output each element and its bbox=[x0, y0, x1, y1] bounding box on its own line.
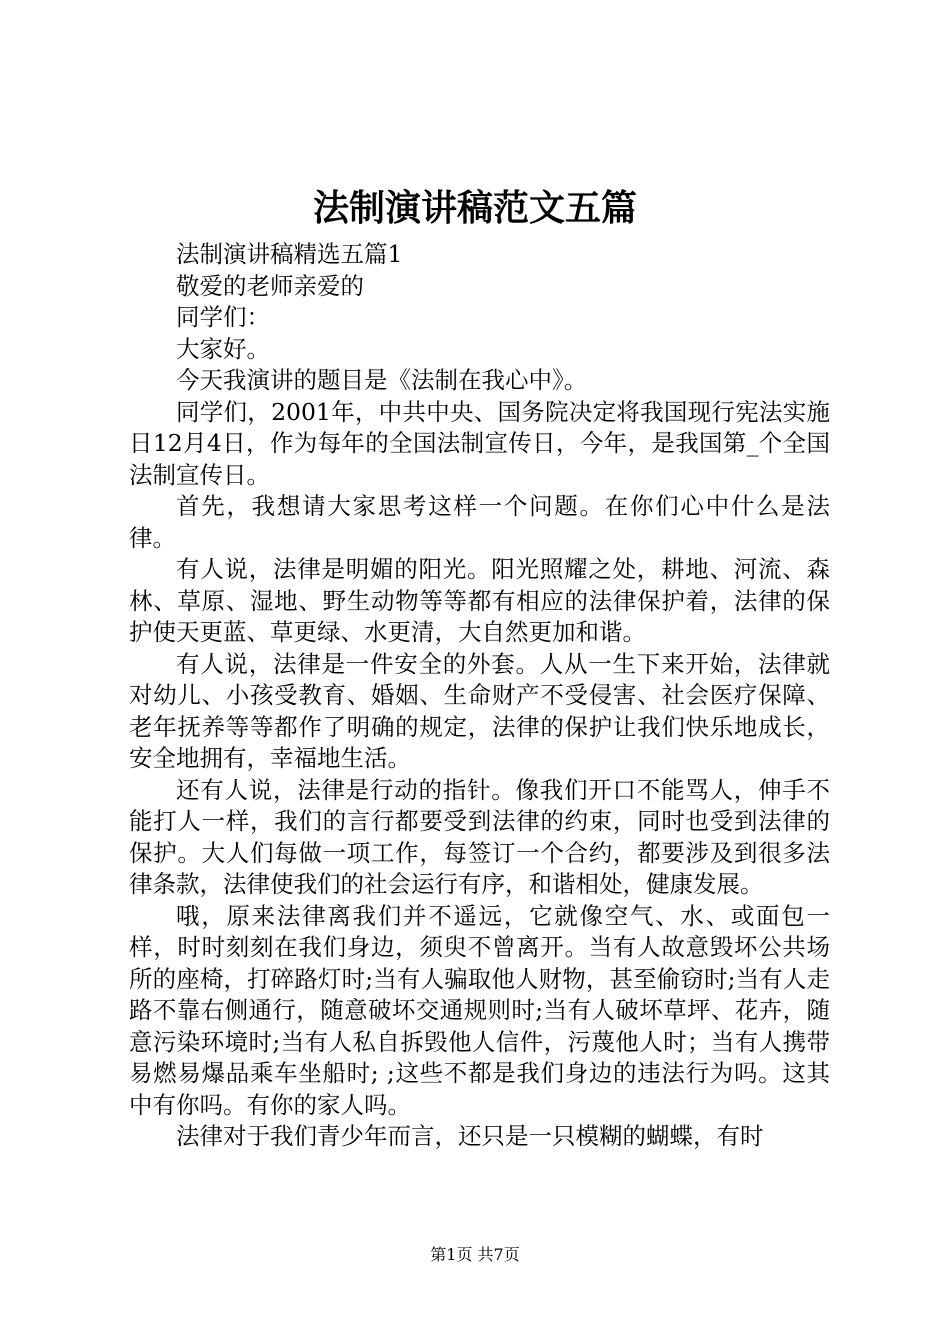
paragraph: 还有人说，法律是行动的指针。像我们开口不能骂人，伸手不能打人一样，我们的言行都要受到法律的约束，同时也受到法律的保护。大人们每做一项工作，每签订一个合约，都要涉及到很多法律条款，法律使我们的社会运行有序，和谐相处，健康发展。 bbox=[129, 775, 830, 898]
paragraph: 今天我演讲的题目是《法制在我心中》。 bbox=[176, 366, 588, 394]
document-body bbox=[129, 239, 830, 1153]
paragraph: 法制演讲稿精选五篇1 bbox=[176, 240, 403, 268]
page-footer: 第1页 共7页 bbox=[430, 1245, 520, 1264]
paragraph: 哦，原来法律离我们并不遥远，它就像空气、水、或面包一样，时时刻刻在我们身边，须臾不曾离开。当有人故意毁坏公共场所的座椅，打碎路灯时;当有人骗取他人财物，甚至偷窃时;当有人走路不靠右侧通行，随意破坏交通规则时;当有人破坏草坪、花卉，随意污染环境时;当有人私自拆毁他人信件，污蔑他人时；当有人携带易燃易爆品乘车坐船时; ;这些不都是我们身边的违法行为吗。这其中有你吗。有你的家人吗。 bbox=[129, 901, 830, 1119]
paragraph: 法律对于我们青少年而言，还只是一只模糊的蝴蝶，有时 bbox=[176, 1122, 764, 1150]
document-title: 法制演讲稿范文五篇 bbox=[312, 187, 637, 229]
paragraph: 同学们，2001年，中共中央、国务院决定将我国现行宪法实施日12月4日，作为每年的全国法制宣传日，今年，是我国第_个全国法制宣传日。 bbox=[129, 397, 830, 489]
paragraph: 敬爱的老师亲爱的 bbox=[176, 271, 364, 300]
paragraph: 首先，我想请大家思考这样一个问题。在你们心中什么是法律。 bbox=[129, 492, 830, 552]
paragraph: 有人说，法律是一件安全的外套。人从一生下来开始，法律就对幼儿、小孩受教育、婚姻、生命财产不受侵害、社会医疗保障、老年抚养等等都作了明确的规定，法律的保护让我们快乐地成长，安全地拥有，幸福地生活。 bbox=[129, 649, 830, 772]
paragraph: 同学们： bbox=[176, 303, 270, 331]
paragraph: 大家好。 bbox=[176, 334, 270, 363]
paragraph: 有人说，法律是明媚的阳光。阳光照耀之处，耕地、河流、森林、草原、湿地、野生动物等等都有相应的法律保护着，法律的保护使天更蓝、草更绿、水更清，大自然更加和谐。 bbox=[129, 555, 830, 646]
